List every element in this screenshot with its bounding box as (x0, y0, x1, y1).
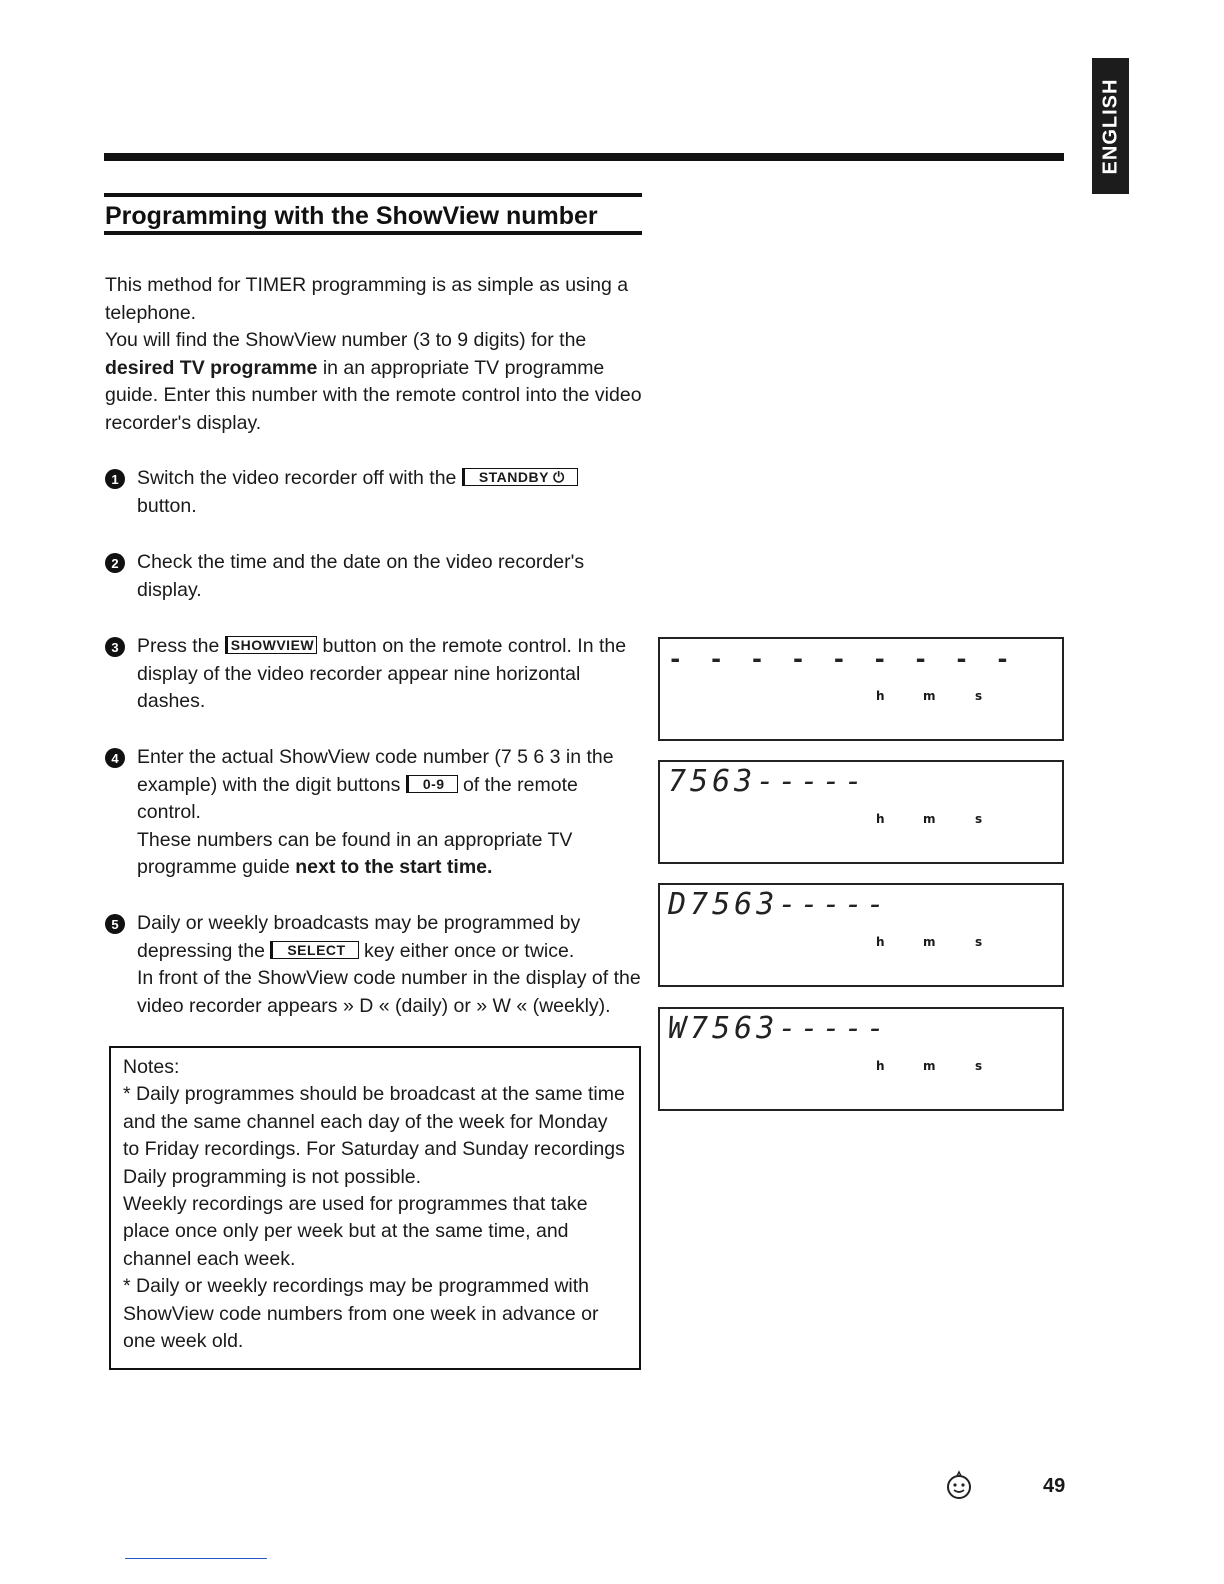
digit-keys: 0-9 (406, 775, 458, 793)
step-3 (105, 633, 650, 716)
step-4-text (137, 744, 642, 882)
step-3-text-a: Press the (137, 635, 225, 657)
notes-item-2: Weekly recordings are used for programmes that take place once only per week but at the same time, and channel each week. (123, 1193, 588, 1270)
step-number-2: 2 (105, 553, 125, 573)
display-minutes-label: m (923, 812, 936, 826)
vcr-display-weekly (658, 1007, 1064, 1111)
notes-heading: Notes: (123, 1056, 180, 1078)
intro-p2-start: You will find the ShowView number (3 to 9 digits) for the (105, 329, 587, 352)
page-number: 49 (1043, 1475, 1066, 1497)
intro-paragraph-2 (105, 327, 645, 437)
language-tab (1092, 58, 1129, 194)
vcr-display-code (658, 760, 1064, 864)
display-seconds-label: s (975, 812, 983, 826)
footer-line (125, 1558, 267, 1559)
display-seconds-label: s (975, 935, 983, 949)
display-minutes-label: m (923, 689, 936, 703)
section-title: Programming with the ShowView number (105, 202, 598, 230)
display-value: - - - - - - - - - (668, 645, 1016, 673)
step-number-1: 1 (105, 469, 125, 489)
step-number-3: 3 (105, 637, 125, 657)
step-1 (105, 465, 650, 520)
display-hours-label: h (876, 935, 885, 949)
step-4-text-b: of the remote control. (137, 773, 578, 824)
intro-p2-end: in an appropriate TV programme guide. Enter this number with the remote control into the video recorder's display. (105, 356, 642, 434)
display-minutes-label: m (923, 935, 936, 949)
display-value: W7563----- (668, 1011, 889, 1046)
intro-paragraph-1: This method for TIMER programming is as simple as using a telephone. (105, 274, 629, 324)
step-3-text (137, 633, 637, 716)
standby-key: STANDBY ⏻ (462, 468, 578, 486)
display-value: 7563----- (668, 764, 867, 799)
step-4-bold: next to the start time. (295, 856, 493, 879)
notes-box (109, 1046, 641, 1370)
step-2-text: Check the time and the date on the video recorder's display. (137, 551, 585, 601)
step-number-5: 5 (105, 914, 125, 934)
step-4 (105, 744, 650, 882)
step-5 (105, 910, 650, 1020)
section-header (104, 193, 642, 235)
notes-item-3: * Daily or weekly recordings may be programmed with ShowView code numbers from one week in advance or one week old. (123, 1275, 599, 1353)
step-5-text-c: In front of the ShowView code number in the display of the video recorder appears » D « (daily) or » W « (weekly). (137, 967, 641, 1017)
showview-key: SHOWVIEW (225, 636, 317, 654)
step-4-text-a: Enter the actual ShowView code number (7 5 6 3 in the example) with the digit buttons (137, 746, 614, 796)
intro-text (105, 272, 645, 438)
select-key: SELECT (270, 941, 358, 959)
step-2 (105, 549, 650, 604)
display-hours-label: h (876, 689, 885, 703)
notes-item-1: * Daily programmes should be broadcast at the same time and the same channel each day of the week for Monday to Friday recordings. For Saturday and Sunday recordings Daily programming is not possible. (123, 1083, 625, 1188)
display-minutes-label: m (923, 1059, 936, 1073)
display-seconds-label: s (975, 689, 983, 703)
step-1-text (137, 465, 650, 520)
display-value: D7563----- (668, 887, 889, 922)
display-hours-label: h (876, 1059, 885, 1073)
step-5-text-b: key either once or twice. (358, 939, 575, 962)
step-3-text-b: button on the remote control. In the display of the video recorder appear nine horizontal dashes. (137, 635, 627, 713)
step-5-text (137, 910, 647, 1020)
step-5-text-a: Daily or weekly broadcasts may be programmed by depressing the (137, 912, 581, 962)
step-4-text-c: These numbers can be found in an appropriate TV programme guide (137, 828, 573, 879)
step-number-4: 4 (105, 748, 125, 768)
step-1-text-a: Switch the video recorder off with the (137, 467, 462, 489)
intro-p2-bold: desired TV programme (105, 356, 318, 379)
vcr-display-dashes (658, 637, 1064, 741)
top-rule (104, 153, 1064, 161)
smiley-icon (944, 1470, 974, 1507)
language-tab-label: ENGLISH (1099, 78, 1121, 174)
step-1-text-b: button. (137, 494, 197, 517)
vcr-display-daily (658, 883, 1064, 987)
display-seconds-label: s (975, 1059, 983, 1073)
display-hours-label: h (876, 812, 885, 826)
